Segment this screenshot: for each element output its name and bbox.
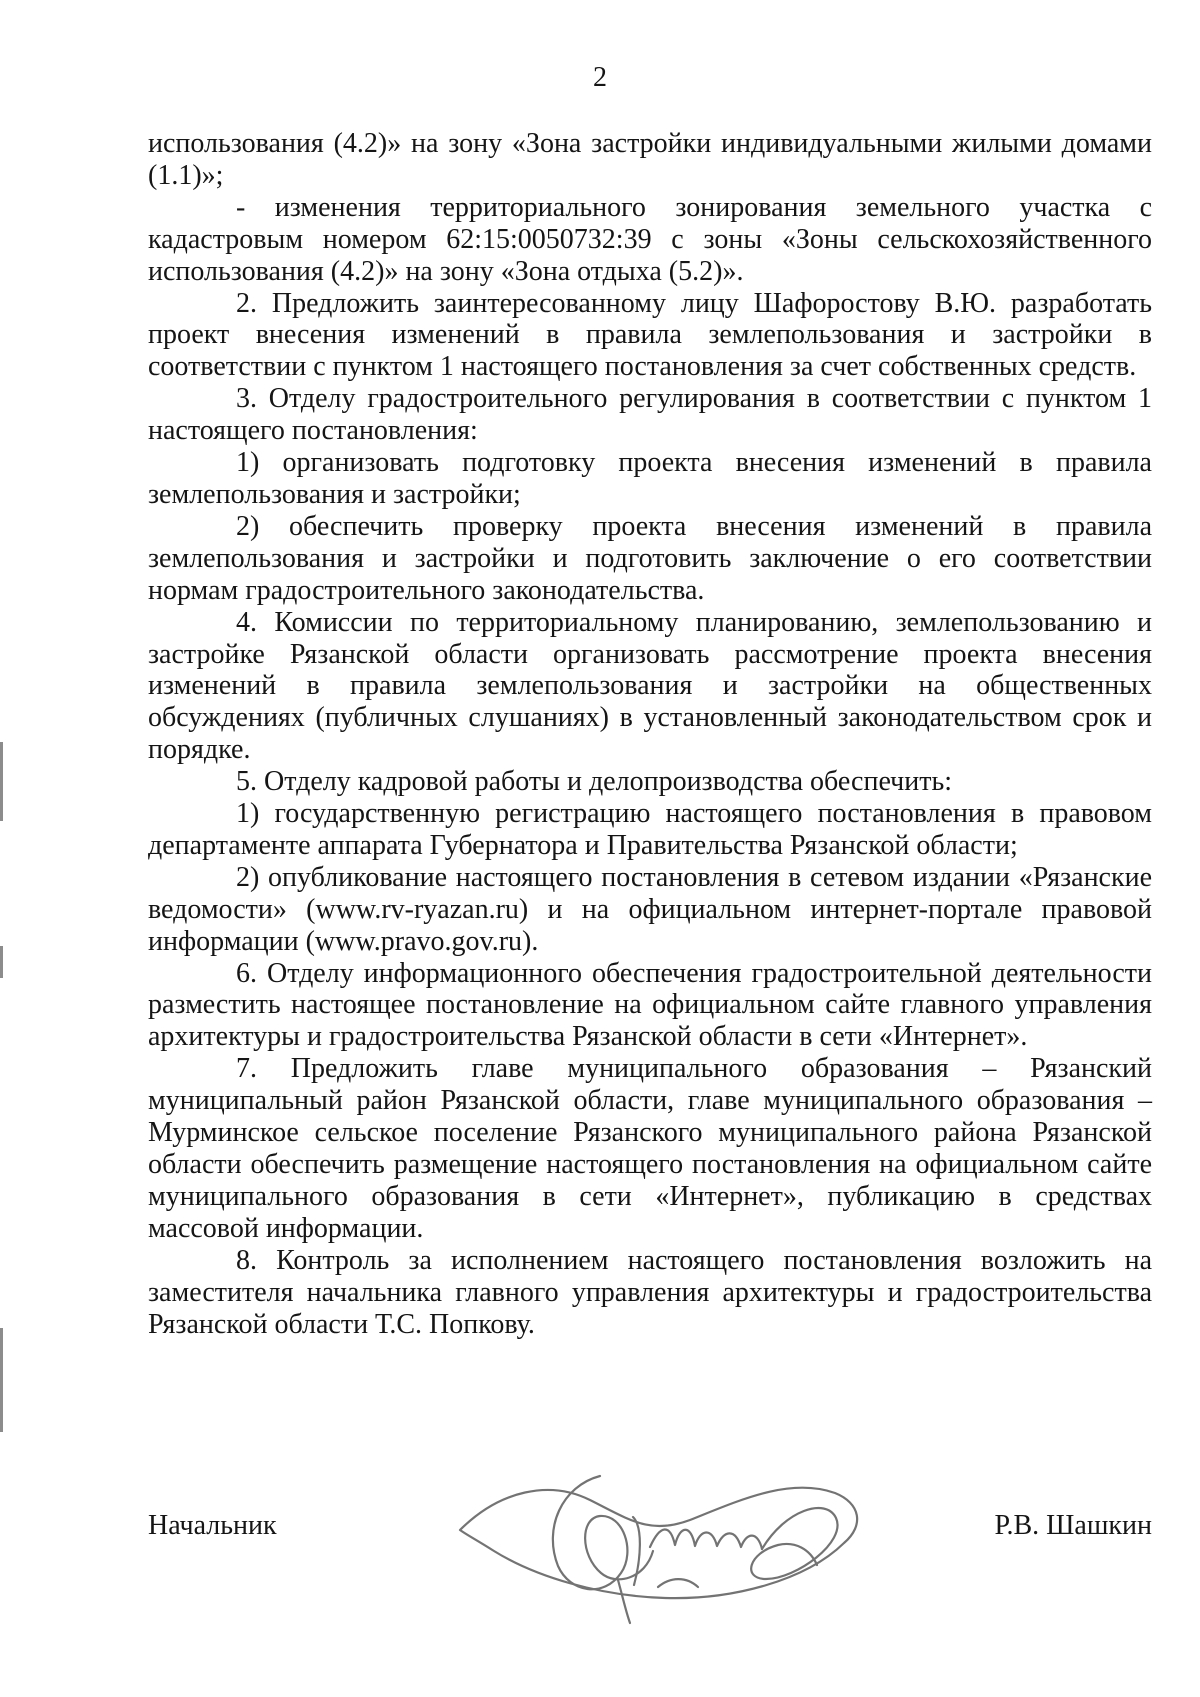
scan-margin-mark: [0, 946, 3, 978]
handwritten-signature: [440, 1455, 870, 1625]
paragraph-item-3-1: 1) организовать подготовку проекта внесения изменений в правила землепользования и застройки;: [148, 447, 1152, 510]
paragraph-item-8: 8. Контроль за исполнением настоящего постановления возложить на заместителя начальника главного управления архитектуры и градостроительства Рязанской области Т.С. Попкову.: [148, 1244, 1152, 1340]
paragraph-item-2: 2. Предложить заинтересованному лицу Шафоростову В.Ю. разработать проект внесения изменений в правила землепользования и застройки в соответствии с пунктом 1 настоящего постановления за счет собственных средств.: [148, 287, 1152, 383]
signatory-title: Начальник: [148, 1510, 277, 1541]
document-body: [148, 128, 1152, 1340]
signatory-name: Р.В. Шашкин: [994, 1510, 1152, 1541]
paragraph-item-6: 6. Отделу информационного обеспечения градостроительной деятельности разместить настоящее постановление на официальном сайте главного управления архитектуры и градостроительства Рязанской области в сети «Интернет».: [148, 957, 1152, 1053]
paragraph-item-5: 5. Отделу кадровой работы и делопроизводства обеспечить:: [236, 766, 953, 798]
page-number: 2: [593, 62, 607, 93]
paragraph-item-3: 3. Отделу градостроительного регулирования в соответствии с пунктом 1 настоящего постановления:: [148, 383, 1152, 447]
paragraph-continuation: использования (4.2)» на зону «Зона застройки индивидуальными жилыми домами (1.1)»;: [148, 128, 1152, 191]
scan-margin-mark: [0, 742, 3, 821]
paragraph-item-3-2: 2) обеспечить проверку проекта внесения изменений в правила землепользования и застройки и подготовить заключение о его соответствии нормам градостроительного законодательства.: [148, 510, 1152, 606]
paragraph-item-5-2: 2) опубликование настоящего постановления в сетевом издании «Рязанские ведомости» (www.rv-ryazan.ru) и на официальном интернет-портале правовой информации (www.pravo.gov.ru).: [148, 861, 1152, 957]
paragraph-item-7: 7. Предложить главе муниципального образования – Рязанский муниципальный район Рязанской области, главе муниципального образования – Мурминское сельское поселение Рязанского муниципального района Рязанской области обеспечить размещение настоящего постановления на официальном сайте муниципального образования в сети «Интернет», публикацию в средствах массовой информации.: [148, 1053, 1152, 1244]
paragraph-zoning-change: - изменения территориального зонирования земельного участка с кадастровым номером 62:15:0050732:39 с зоны «Зоны сельскохозяйственного использования (4.2)» на зону «Зона отдыха (5.2)».: [148, 191, 1152, 287]
scan-margin-mark: [0, 1328, 3, 1432]
paragraph-item-4: 4. Комиссии по территориальному планированию, землепользованию и застройке Рязанской области организовать рассмотрение проекта внесения изменений в правила землепользования и застройки на общественных обсуждениях (публичных слушаниях) в установленный законодательством срок и порядке.: [148, 606, 1152, 766]
paragraph-item-5-1: 1) государственную регистрацию настоящего постановления в правовом департаменте аппарата Губернатора и Правительства Рязанской области;: [148, 798, 1152, 861]
